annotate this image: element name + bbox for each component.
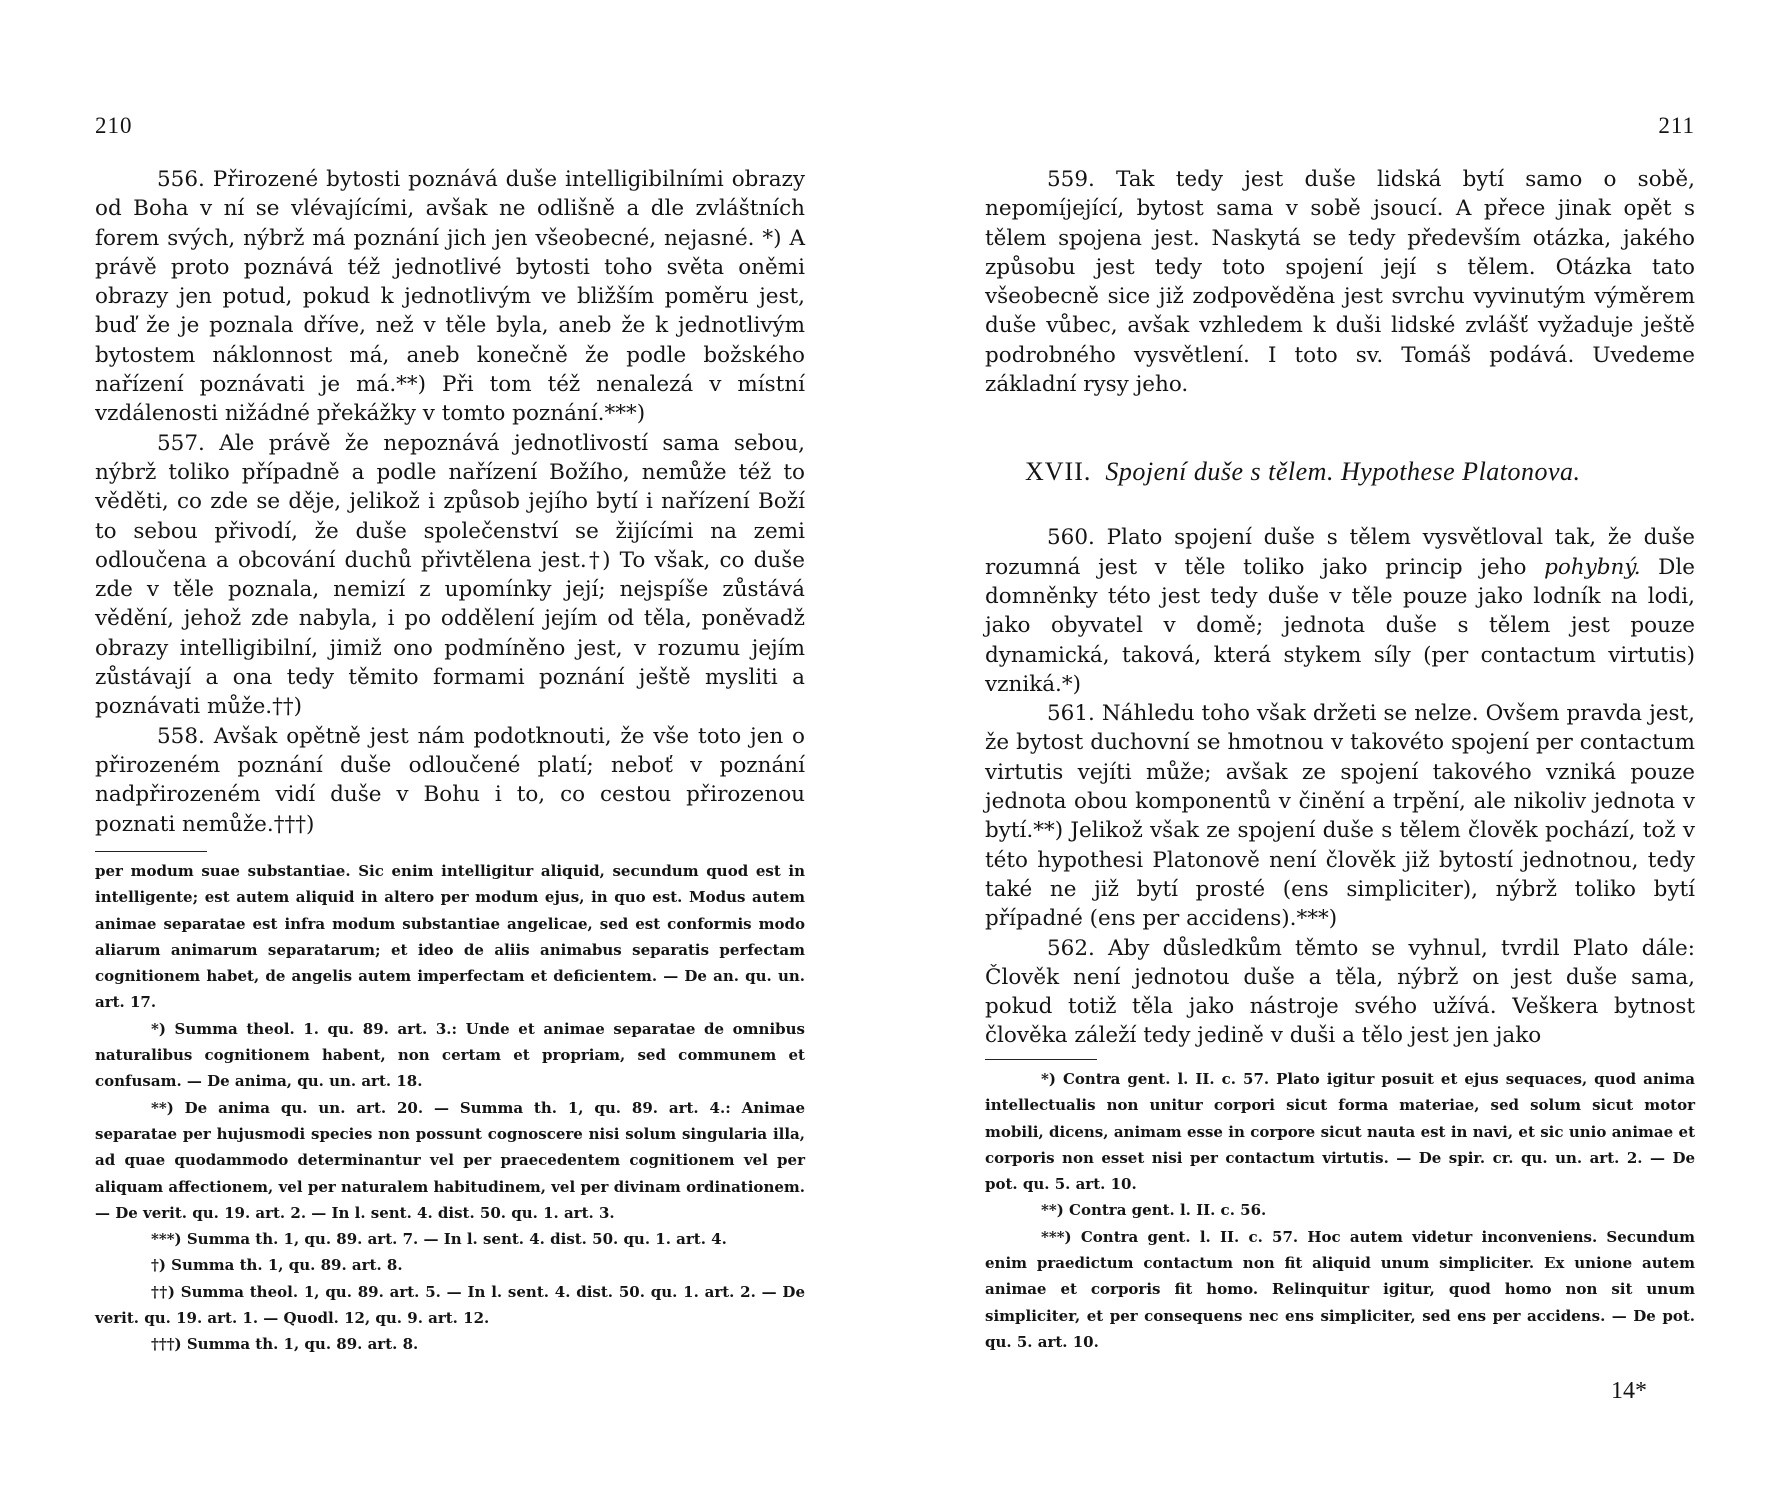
footnote: **) De anima qu. un. art. 20. — Summa th. 1, qu. 89. art. 4.: Animae separatae per hujusmodi species non possunt cognoscere nisi solum singularia illa, ad quae quodammodo determinantur vel per praecedentem cognitionem vel per aliquam affectionem, vel per naturalem habitudinem, vel per divinam ordinationem. — De verit. qu. 19. art. 2. — In l. sent. 4. dist. 50. qu. 1. art. 3.: [95, 1098, 805, 1222]
footnote: *) Summa theol. 1. qu. 89. art. 3.: Unde et animae separatae de omnibus naturalibus cognitionem habent, non certam et propriam, sed communem et confusam. — De anima, qu. un. art. 18.: [95, 1019, 805, 1091]
left-page: [95, 0, 805, 1500]
emphasized-word: pohybný.: [1544, 554, 1641, 580]
page-number: 211: [1658, 113, 1695, 138]
footnote: ***) Summa th. 1, qu. 89. art. 7. — In l. sent. 4. dist. 50. qu. 1. art. 4.: [151, 1230, 727, 1249]
footnote-rule: [95, 851, 207, 852]
paragraph-556: 556. Přirozené bytosti poznává duše intelligibilními obrazy od Boha v ní se vlévajícími, avšak ne odlišně a dle zvláštních forem svých, nýbrž má poznání jich jen všeobecné, nejasné. *) A právě proto poznává též jednotlivé bytosti toho světa oněmi obrazy jen potud, pokud k jednotlivým ve bližším poměru jest, buď že je poznala dříve, než v těle byla, aneb že k jednotlivým bytostem náklonnost má, aneb konečně že podle božského nařízení poznávati je má.**) Při tom též nenalezá v místní vzdálenosti nižádné překážky v tomto poznání.***): [95, 167, 805, 427]
footnotes: [95, 851, 805, 1358]
paragraph-text: 560. Plato spojení duše s tělem vysvětloval tak, že duše rozumná jest v těle toliko jako princip jeho: [985, 525, 1695, 580]
footnote-rule: [985, 1059, 1097, 1060]
body-text: [985, 165, 1695, 1051]
footnote: ††) Summa theol. 1, qu. 89. art. 5. — In l. sent. 4. dist. 50. qu. 1. art. 2. — De verit. qu. 19. art. 1. — Quodl. 12, qu. 9. art. 12.: [95, 1282, 805, 1328]
footnote-continuation: per modum suae substantiae. Sic enim intelligitur aliquid, secundum quod est in intelligente; est autem aliquid in altero per modum ejus, in quo est. Modus autem animae separatae est infra modum substantiae angelicae, sed est conformis modo aliarum animarum separatarum; et ideo de aliis animabus separatis perfectam cognitionem habet, de angelis autem imperfectam et deficientem. — De an. qu. un. art. 17.: [95, 862, 805, 1012]
section-number: XVII.: [1025, 457, 1092, 487]
footnote: †††) Summa th. 1, qu. 89. art. 8.: [151, 1335, 419, 1354]
footnote: *) Contra gent. l. II. c. 57. Plato igitur posuit et ejus sequaces, quod anima intellectualis non unitur corpori sicut forma materiae, sed solum sicut motor mobili, dicens, animam esse in corpore sicut nauta est in navi, et sic unio animae et corporis non esset nisi per contactum virtutis. — De spir. cr. qu. un. art. 2. — De pot. qu. 5. art. 10.: [985, 1070, 1695, 1194]
paragraph-560: [985, 523, 1695, 699]
page-number: 210: [95, 113, 133, 138]
right-page: [985, 0, 1695, 1500]
footnote: **) Contra gent. l. II. c. 56.: [1041, 1201, 1267, 1220]
printer-signature: 14*: [1611, 1378, 1647, 1404]
section-heading: [985, 457, 1695, 487]
paragraph-559: 559. Tak tedy jest duše lidská bytí samo o sobě, nepomíjející, bytost sama v sobě jsoucí. A přece jinak opět s tělem spojena jest. Naskytá se tedy především otázka, jakého způsobu jest tedy toto spojení její s tělem. Otázka tato všeobecně sice již zodpověděna jest svrchu vyvinutým výměrem duše vůbec, avšak vzhledem k duši lidské zvlášť vyžaduje ještě podrobného vysvětlení. I toto sv. Tomáš podává. Uvedeme základní rysy jeho.: [985, 167, 1695, 398]
paragraph-562: 562. Aby důsledkům těmto se vyhnul, tvrdil Plato dále: Člověk není jednotou duše a těla, nýbrž on jest duše sama, pokud totiž těla jako nástroje svého užívá. Veškera bytnost člověka záleží tedy jedině v duši a tělo jest jen jako: [985, 935, 1695, 1049]
footnotes: [985, 1059, 1695, 1355]
paragraph-text: Dle domněnky této jest tedy duše v těle pouze jako lodník na lodi, jako obyvatel v domě; jednota duše s tělem jest pouze dynamická, taková, která stykem síly (per contactum virtutis) vzniká.*): [985, 554, 1696, 697]
footnote: ***) Contra gent. l. II. c. 57. Hoc autem videtur inconveniens. Secundum enim praedictum contactum non fit aliquid unum simpliciter. Ex unione autem animae et corporis fit homo. Relinquitur igitur, quod homo non sit unum simpliciter, et per consequens nec ens simpliciter, sed ens per accidens. — De pot. qu. 5. art. 10.: [985, 1227, 1695, 1351]
section-title: Spojení duše s tělem. Hypothese Platonova.: [1105, 457, 1581, 487]
footnote: †) Summa th. 1, qu. 89. art. 8.: [151, 1256, 403, 1275]
paragraph-561: 561. Náhledu toho však držeti se nelze. Ovšem pravda jest, že bytost duchovní se hmotnou v takovéto spojení per contactum virtutis vejíti může; avšak ze spojení takového vzniká pouze jednota obou komponentů v činění a trpění, ale nikoliv jednota v bytí.**) Jelikož však ze spojení duše s tělem člověk pochází, tož v této hypothesi Platonově není člověk již bytostí jednotnou, tedy také ne již bytí prosté (ens simpliciter), nýbrž toliko bytí případné (ens per accidens).***): [985, 701, 1695, 932]
paragraph-558: 558. Avšak opětně jest nám podotknouti, že vše toto jen o přirozeném poznání duše odloučené platí; neboť v poznání nadpřirozeném vidí duše v Bohu i to, co cestou přirozenou poznati nemůže.†††): [95, 723, 805, 837]
body-text: [95, 165, 805, 839]
paragraph-557: 557. Ale právě že nepoznává jednotlivostí sama sebou, nýbrž toliko případně a podle nařízení Božího, nemůže též to věděti, co zde se děje, jelikož i způsob jejího bytí i nařízení Boží to sebou přivodí, že duše společenství se žijícími na zemi odloučena a obcování duchů přivtělena jest.†) To však, co duše zde v těle poznala, nemizí z upomínky její; nejspíše zůstává vědění, jehož zde nabyla, i po oddělení jejím od těla, poněvadž obrazy intelligibilní, jimiž ono podmíněno jest, v rozumu jejím zůstávají a ona tedy těmito formami poznání ještě mysliti a poznávati může.††): [95, 430, 805, 720]
